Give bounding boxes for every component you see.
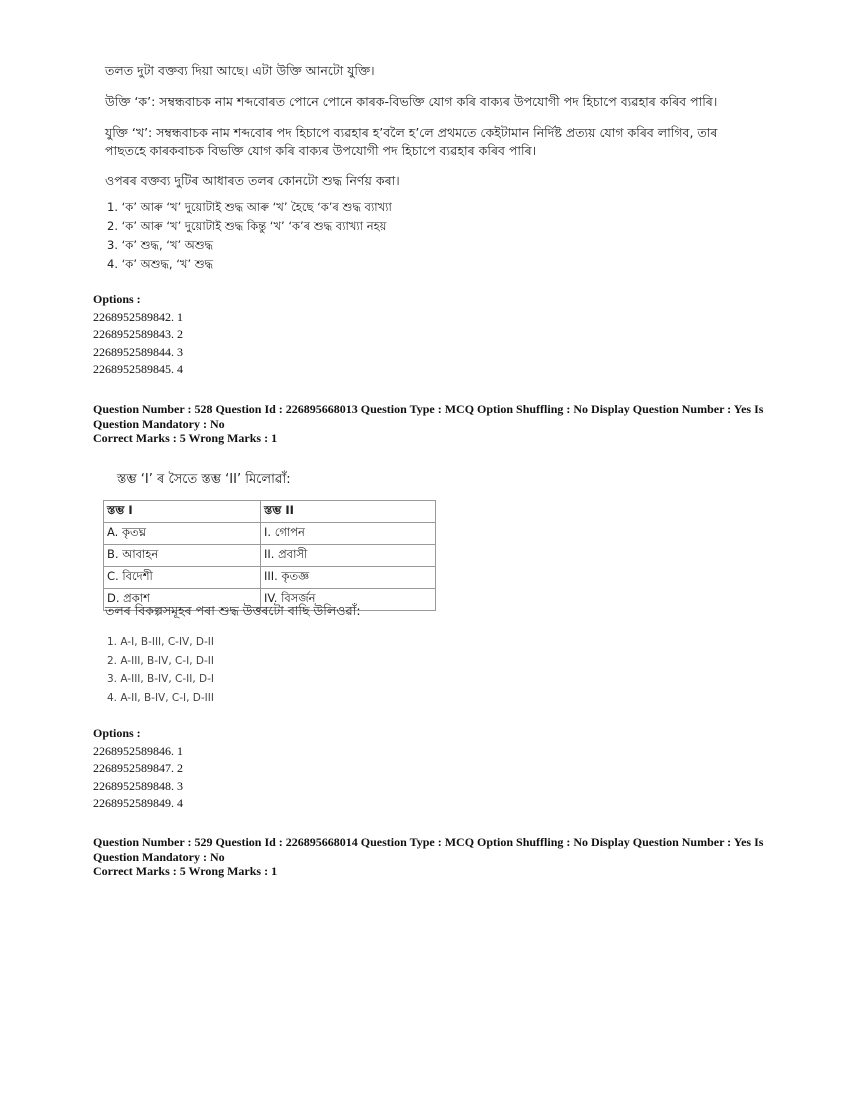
q528-match-title: স্তম্ভ ‘I’ ৰ সৈতে স্তম্ভ ‘II’ মিলোৱাঁ: — [117, 472, 291, 487]
q528-meta — [93, 402, 773, 446]
column-header: স্তম্ভ I — [104, 501, 261, 523]
table-row — [104, 545, 436, 567]
options-heading: Options : — [93, 726, 141, 740]
marks-line: Correct Marks : 5 Wrong Marks : 1 — [93, 431, 278, 445]
q527-choice-list — [107, 198, 392, 274]
option-id: 2268952589844. 3 — [93, 344, 183, 359]
q529-meta — [93, 835, 773, 879]
q528-choice: 3. A-III, B-IV, C-II, D-I — [107, 673, 214, 685]
table-cell: D. প্ৰকাশ — [104, 589, 261, 611]
table-cell: I. গোপন — [261, 523, 436, 545]
q528-choice: 2. A-III, B-IV, C-I, D-II — [107, 654, 214, 667]
q528-options — [93, 725, 183, 813]
table-row — [104, 567, 436, 589]
q527-choice: 2. ‘ক’ আৰু ‘খ’ দুয়োটাই শুদ্ধ কিন্তু ‘খ’ ‘ক’ৰ শুদ্ধ ব্যাখ্যা নহয় — [107, 219, 387, 233]
table-row — [104, 523, 436, 545]
option-id: 2268952589849. 4 — [93, 796, 183, 810]
question-meta-line: Question Number : 528 Question Id : 226895668013 Question Type : MCQ Option Shuffling : No Display Question Number : Yes Is Question Mandatory : No — [93, 402, 764, 431]
q528-choice: 1. A-I, B-III, C-IV, D-II — [107, 636, 214, 648]
option-id: 2268952589848. 3 — [93, 778, 183, 793]
q528-choice: 4. A-II, B-IV, C-I, D-III — [107, 691, 214, 704]
q527-choice: 4. ‘ক’ অশুদ্ধ, ‘খ’ শুদ্ধ — [107, 257, 214, 271]
table-cell: II. প্ৰবাসী — [261, 545, 436, 567]
table-cell: III. কৃতজ্ঞ — [261, 567, 436, 589]
q527-statement: উক্তি ‘ক’: সম্বন্ধবাচক নাম শব্দবোৰত পোনে পোনে কাৰক-বিভক্তি যোগ কৰি বাক্যৰ উপযোগী পদ হিচাপে ব্যৱহাৰ কৰিব পাৰি। — [105, 94, 718, 109]
q528-choice-list — [107, 633, 214, 707]
option-id: 2268952589842. 1 — [93, 309, 183, 324]
table-cell: B. আবাহন — [104, 545, 261, 567]
q528-instruction: তলৰ বিকল্পসমূহৰ পৰা শুদ্ধ উত্তৰটো বাছি উলিওৱাঁ: — [105, 603, 361, 618]
question-meta-line: Question Number : 529 Question Id : 226895668014 Question Type : MCQ Option Shuffling : No Display Question Number : Yes Is Question Mandatory : No — [93, 835, 764, 864]
option-id: 2268952589846. 1 — [93, 743, 183, 758]
table-cell: C. বিদেশী — [104, 567, 261, 589]
q527-options — [93, 291, 183, 379]
match-table — [103, 500, 436, 611]
option-id: 2268952589845. 4 — [93, 362, 183, 376]
marks-line: Correct Marks : 5 Wrong Marks : 1 — [93, 864, 278, 878]
option-id: 2268952589843. 2 — [93, 327, 183, 341]
q527-choice: 1. ‘ক’ আৰু ‘খ’ দুয়োটাই শুদ্ধ আৰু ‘খ’ হৈছে ‘ক’ৰ শুদ্ধ ব্যাখ্যা — [107, 200, 392, 214]
table-cell: IV. বিসৰ্জন — [261, 589, 436, 611]
table-header-row — [104, 501, 436, 523]
option-id: 2268952589847. 2 — [93, 761, 183, 775]
q527-reason: যুক্তি ‘খ’: সম্বন্ধবাচক নাম শব্দবোৰ পদ হিচাপে ব্যৱহাৰ হ’বলৈ হ’লে প্ৰথমতে কেইটামান নিৰ্দিষ্ট প্ৰত্যয় যোগ কৰিব লাগিব, তাৰ পাছতহে কাৰকবাচক বিভক্তি যোগ কৰি বাক্যৰ উপযোগী পদ হিচাপে ব্যৱহাৰ কৰিব পাৰি। — [105, 125, 718, 158]
options-heading: Options : — [93, 292, 141, 306]
column-header: স্তম্ভ II — [261, 501, 436, 523]
table-cell: A. কৃতঘ্ন — [104, 523, 261, 545]
q527-intro: তলত দুটা বক্তব্য দিয়া আছে। এটা উক্তি আনটো যুক্তি। — [105, 63, 375, 78]
q527-instruction: ওপৰৰ বক্তব্য দুটিৰ আধাৰত তলৰ কোনটো শুদ্ধ নিৰ্ণয় কৰা। — [105, 173, 400, 188]
q527-choice: 3. ‘ক’ শুদ্ধ, ‘খ’ অশুদ্ধ — [107, 238, 214, 252]
